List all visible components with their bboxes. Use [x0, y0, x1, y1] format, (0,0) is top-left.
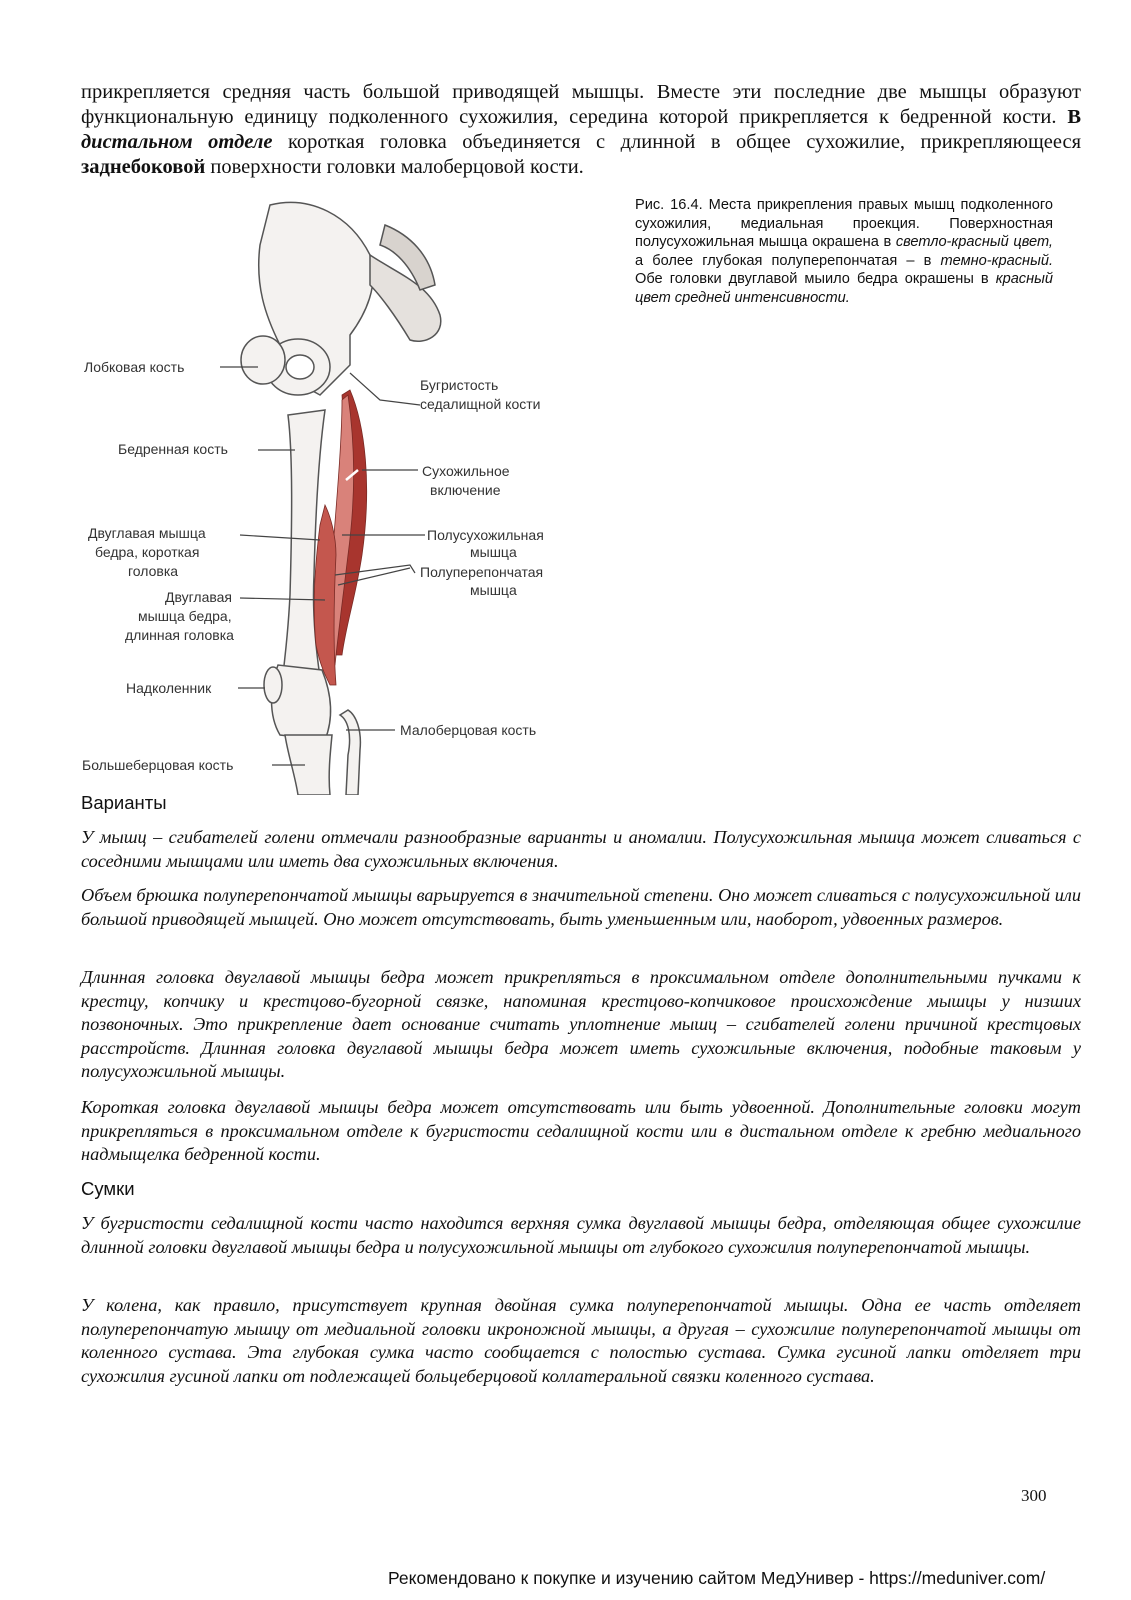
intro-bold: В [1067, 106, 1081, 128]
label-femur: Бедренная кость [118, 441, 228, 457]
pelvis-bone [241, 202, 441, 395]
label-biceps-short-head: Двуглавая мышца [88, 525, 206, 541]
label-patella: Надколенник [126, 680, 212, 696]
label-semimembranosus: Полуперепончатая [420, 564, 544, 580]
hamstring-anatomy-figure [80, 195, 600, 795]
paragraph: У бугристости седалищной кости часто находится верхняя сумка двуглавой мышцы бедра, отделяющая общее сухожилие длинной головки двуглавой мышцы бедра и полусухожильной мышцы от глубокого сухожилия полуперепончатой мышцы. [81, 1213, 1081, 1257]
label-semimembranosus: мышца [470, 582, 517, 598]
label-pubic-bone: Лобковая кость [84, 359, 185, 375]
label-biceps-short-head: бедра, короткая [95, 544, 200, 560]
footer-recommendation: Рекомендовано к покупке и изучению сайтом МедУнивер - https://meduniver.com/ [388, 1568, 1046, 1588]
paragraph: Объем брюшка полуперепончатой мышцы варьируется в значительной степени. Оно может сливаться с полусухожильной или большой приводящей мышцей. Оно может отсутствовать, быть уменьшенным или, наоборот, удвоенных размеров. [81, 885, 1081, 929]
intro-bold: заднебоковой [81, 156, 206, 178]
intro-text: короткая головка объединяется с длинной в общее сухожилие, прикрепляющееся [272, 131, 1081, 153]
paragraph: У мышц – сгибателей голени отмечали разнообразные варианты и аномалии. Полусухожильная мышца может сливаться с соседними мышцами или иметь два сухожильных включения. [81, 827, 1081, 871]
caption-text: Рис. 16.4. Места прикрепления правых мышц подколенного сухожилия, медиальная проекция. Поверхностная полусухожильная мышца окрашена в [635, 197, 1053, 251]
label-biceps-long-head: мышца бедра, [138, 608, 232, 624]
intro-paragraph [81, 80, 1081, 180]
caption-text: а более глубокая полуперепончатая – в [635, 252, 941, 269]
label-semitendinosus: мышца [470, 544, 517, 560]
intro-text: поверхности головки малоберцовой кости. [205, 156, 584, 178]
label-biceps-long-head: Двуглавая [165, 589, 233, 605]
intro-text: прикрепляется средняя часть большой приводящей мышцы. Вместе эти последние две мышцы образуют функциональную единицу подколенного сухожилия, середина которой прикрепляется к бедренной кости. [81, 81, 1081, 128]
patella-bone [264, 667, 282, 703]
caption-text: Обе головки двуглавой мыило бедра окрашены в [635, 271, 996, 288]
label-biceps-long-head: длинная головка [125, 627, 234, 643]
label-ischial-tuberosity: Бугристость [420, 377, 499, 393]
paragraph: Длинная головка двуглавой мышцы бедра может прикрепляться в проксимальном отделе дополнительными пучками к крестцу, копчику и крестцово-бугорной связке, напоминая крестцово-копчиковое происхождение мышцы у низших позвоночных. Это прикрепление дает основание считать уплотнение мышц – сгибателей голени причиной крестцовых расстройств. Длинная головка двуглавой мышцы бедра может иметь сухожильные включения, подобные таковым у полусухожильной мышцы. [81, 967, 1081, 1081]
label-biceps-short-head: головка [128, 563, 179, 579]
intro-bold-italic: дистальном отделе [81, 131, 273, 153]
label-tendinous-inscription: включение [430, 482, 501, 498]
caption-italic: темно-красный. [940, 252, 1053, 269]
label-tibia: Большеберцовая кость [82, 757, 234, 773]
label-tendinous-inscription: Сухожильное [422, 463, 510, 479]
label-fibula: Малоберцовая кость [400, 722, 537, 738]
section-heading-bursae: Сумки [81, 1178, 135, 1199]
paragraph: У колена, как правило, присутствует крупная двойная сумка полуперепончатой мышцы. Одна ее часть отделяет полуперепончатую мышцу от медиальной головки икроножной мышцы, а другая – сухожилие полуперепончатой мышцы от коленного сустава. Эта глубокая сумка часто сообщается с полостью сустава. Сумка гусиной лапки отделяет три сухожилия гусиной лапки от подлежащей больцеберцовой коллатеральной связки коленного сустава. [81, 1295, 1081, 1386]
section-heading-variants: Варианты [81, 792, 167, 813]
caption-italic: светло-красный цвет, [895, 234, 1053, 251]
caption-italic: красный цвет средней интенсивности. [635, 271, 1053, 306]
label-ischial-tuberosity: седалищной кости [420, 396, 541, 412]
figure-caption [635, 196, 1053, 308]
label-semitendinosus: Полусухожильная [427, 527, 544, 543]
page-number: 300 [1021, 1486, 1047, 1505]
paragraph: Короткая головка двуглавой мышцы бедра может отсутствовать или быть удвоенной. Дополнительные головки могут прикрепляться в проксимальном отделе к бугристости седалищной кости или в дистальном отделе к гребню медиального надмыщелка бедренной кости. [81, 1097, 1081, 1164]
